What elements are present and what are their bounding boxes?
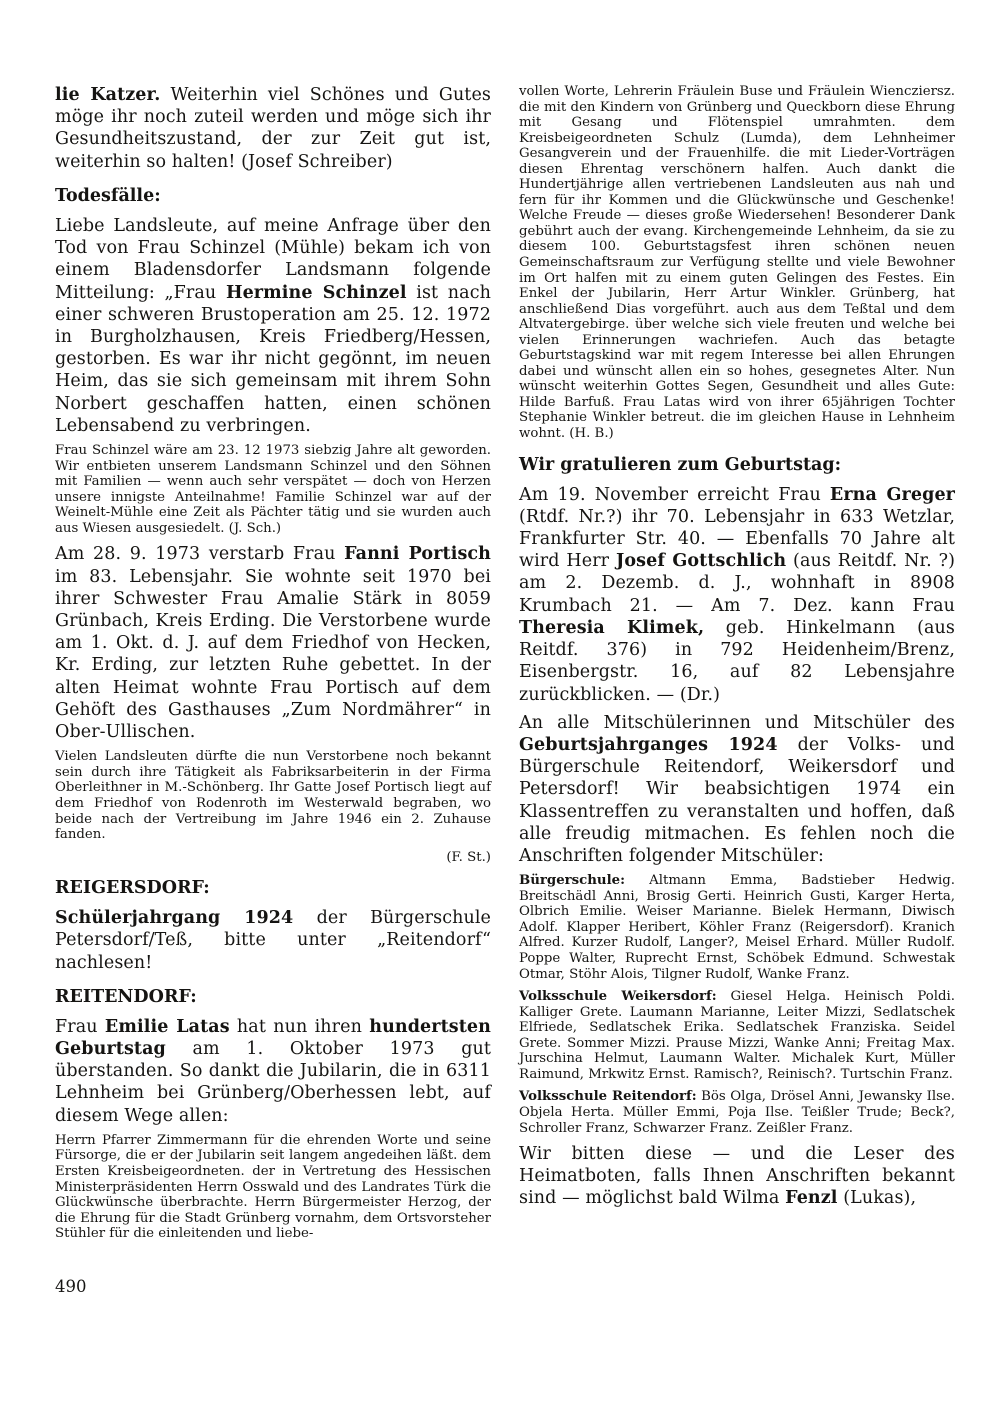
text-segment: im 83. Lebensjahr. Sie wohnte seit 1970 bei ihrer Schwester Frau Amalie Stärk in 8059 Grünbach, Kreis Erding. Die Verstorbene wurde am 1. Okt. d. J. auf dem Friedhof von Hecken, Kr. Erding, zur letzten Ruhe gebettet. In der alten Heimat wohnte Frau Portisch auf dem Gehöft des Gasthauses „Zum Nordmährer“ in Ober-Ullischen. bbox=[55, 566, 491, 743]
text-segment: der Volks- und Bürgerschule Reitendorf, Weikersdorf und Petersdorf! Wir beabsichtigen 1974 ein Klassentreffen zu veranstalten und hoffen, daß alle freudig mitmachen. Es fehlen noch die Anschriften folgender Mitschüler: bbox=[519, 734, 955, 867]
page-number: 490 bbox=[55, 1276, 87, 1296]
latas-thanks-list bbox=[55, 1133, 491, 1242]
bold-text-segment: Todesfälle: bbox=[55, 185, 161, 206]
birthday-greetings bbox=[519, 484, 955, 706]
missing-buergerschule bbox=[519, 873, 955, 982]
signature-f-st bbox=[55, 850, 491, 866]
bold-text-segment: Volksschule Weikersdorf: bbox=[519, 989, 717, 1005]
bold-text-segment: hundertsten Geburtstag bbox=[55, 1016, 491, 1060]
latas-birthday bbox=[55, 1016, 491, 1127]
text-segment: Altmann Emma, Badstieber Hedwig. Breitschädl Anni, Brosig Gerti. Heinrich Gusti, Karger Herta, Olbrich Emilie. Weiser Marianne. Bielek Hermann, Diwisch Adolf. Klapper Heribert, Köhler Franz (Reigersdorf). Kranich Alfred. Kurzer Rudolf, Langer?, Meisel Erhard. Müller Rudolf. Poppe Walter, Ruprecht Ernst, Schöbek Edmund. Schwestak Otmar, Stöhr Alois, Tilgner Rudolf, Wanke Franz. bbox=[519, 873, 955, 982]
obituary-portisch bbox=[55, 543, 491, 743]
text-segment: (aus Reitdf. Nr. ?) am 2. Dezemb. d. J., wohnhaft in 8908 Krumbach 21. — Am 7. Dez. kann Frau bbox=[519, 551, 956, 616]
text-segment: Am 19. November erreicht Frau bbox=[519, 484, 830, 505]
text-segment: An alle Mitschülerinnen und Mitschüler des bbox=[519, 712, 955, 733]
text-segment: Giesel Helga. Heinisch Poldi. Kalliger Grete. Laumann Marianne, Leiter Mizzi, Sedlatschek Elfriede, Sedlatschek Erika. Sedlatschek Franziska. Seidel Grete. Sommer Mizzi. Prause Mizzi, Wanke Anni; Freitag Max. Jurschina Helmut, Laumann Walter. Michalek Kurt, Müller Raimund, Mrkwitz Ernst. Ramisch?, Reinisch?. Turtschin Franz. bbox=[519, 989, 955, 1082]
text-columns bbox=[55, 84, 956, 1249]
obituary-schinzel-note bbox=[55, 443, 491, 536]
bold-text-segment: Josef Gottschlich bbox=[616, 551, 787, 572]
bold-text-segment: Schülerjahrgang 1924 bbox=[55, 908, 294, 929]
heading-geburtstag bbox=[519, 455, 955, 475]
intro-continuation bbox=[55, 84, 491, 173]
text-segment: der Bürgerschule Petersdorf/Teß, bitte unter „Reitendorf“ nachlesen! bbox=[55, 908, 491, 973]
text-segment: hat nun ihren bbox=[229, 1016, 370, 1037]
reigersdorf-notice bbox=[55, 907, 491, 974]
obituary-schinzel bbox=[55, 215, 491, 437]
text-segment: Vielen Landsleuten dürfte die nun Verstorbene noch bekannt sein durch ihre Tätigkeit als Fabriksarbeiterin in der Firma Oberleithner in M.-Schönberg. Ihr Gatte Josef Portisch liegt auf dem Friedhof von Rodenroth im Westerwald begraben, wo beide nach der Vertreibung im Jahre 1946 ein 2. Zuhause fanden. bbox=[55, 749, 491, 843]
missing-volksschule-reitendorf bbox=[519, 1089, 955, 1136]
text-segment: Am 28. 9. 1973 verstarb Frau bbox=[55, 544, 345, 565]
bold-text-segment: Bürgerschule: bbox=[519, 873, 626, 889]
text-segment: Weiterhin viel Schönes und Gutes möge ihr noch zuteil werden und möge sich ihr Gesundheitszustand, der zur Zeit gut ist, weiterhin so halten! (Josef Schreiber) bbox=[55, 85, 491, 172]
text-segment: geb. Hinkelmann (aus Reitdf. 376) in 792 Heidenheim/Brenz, Eisenbergstr. 16, auf 82 Lebensjahre zurückblicken. — (Dr.) bbox=[519, 617, 955, 705]
text-segment: Liebe Landsleute, auf meine Anfrage über den Tod von Frau Schinzel (Mühle) bekam ich von einem Bladensdorfer Landsmann folgende Mitteilung: „Frau bbox=[55, 215, 491, 303]
bold-text-segment: lie Katzer. bbox=[55, 85, 161, 105]
right-column bbox=[519, 84, 955, 1249]
closing-request bbox=[519, 1143, 955, 1210]
left-column bbox=[55, 84, 491, 1249]
bold-text-segment: Hermine Schinzel bbox=[225, 282, 407, 303]
bold-text-segment: Volksschule Reitendorf: bbox=[519, 1089, 697, 1105]
class-reunion-1924 bbox=[519, 712, 955, 868]
bold-text-segment: Erna Greger bbox=[829, 484, 956, 505]
text-segment: (F. St.) bbox=[446, 849, 491, 865]
text-segment: am 1. Oktober 1973 gut überstanden. So dankt die Jubilarin, die in 6311 Lehnheim bei Grünberg/Oberhessen lebt, auf diesem Wege allen: bbox=[55, 1039, 491, 1126]
text-segment: ist nach einer schweren Brustoperation am 25. 12. 1972 in Burgholzhausen, Kreis Friedberg/Hessen, gestorben. Es war ihr nicht gegönnt, im neuen Heim, das sie sich gemeinsam mit ihrem Sohn Norbert geschaffen hatten, einen schönen Lebensabend zu verbringen. bbox=[55, 282, 491, 436]
bold-text-segment: REITENDORF: bbox=[55, 986, 197, 1007]
text-segment: (Lukas), bbox=[837, 1188, 917, 1209]
text-segment: Herrn Pfarrer Zimmermann für die ehrenden Worte und seine Fürsorge, die er der Jubilarin seit langem angedeihen läßt. dem Ersten Kreisbeigeordneten. der in Vertretung des Hessischen Ministerpräsidenten Herrn Osswald und des Landrates Türk die Glückwünsche überbrachte. Herrn Bürgermeister Herzog, der die Ehrung für die Stadt Grünberg vornahm, dem Ortsvorsteher Stühler für die einleitenden und liebe- bbox=[55, 1132, 491, 1242]
text-segment: Frau Schinzel wäre am 23. 12 1973 siebzig Jahre alt geworden. Wir entbieten unserem Landsmann Schinzel und den Söhnen mit Familien — wenn auch sehr verspätet — doch von Herzen unsere innigste Anteilnahme! Familie Schinzel war auf der Weinelt-Mühle eine Zeit als Pächter tätig und sie wurden auch aus Wiesen ausgesiedelt. (J. Sch.) bbox=[55, 443, 491, 536]
text-segment: Frau bbox=[55, 1016, 105, 1037]
heading-reitendorf bbox=[55, 987, 491, 1007]
bold-text-segment: Wir gratulieren zum Geburtstag: bbox=[519, 454, 842, 475]
bold-text-segment: REIGERSDORF: bbox=[55, 878, 210, 899]
bold-text-segment: Theresia Klimek, bbox=[519, 617, 705, 638]
bold-text-segment: Fenzl bbox=[785, 1188, 838, 1209]
latas-thanks-continued bbox=[519, 84, 955, 442]
text-segment: (Rtdf. Nr.?) ihr 70. Lebensjahr in 633 Wetzlar, Frankfurter Str. 40. — Ebenfalls 70 Jahre alt wird Herr bbox=[519, 506, 955, 572]
missing-volksschule-weikersdorf bbox=[519, 989, 955, 1082]
text-segment: vollen Worte, Lehrerin Fräulein Buse und Fräulein Wiencziersz. die mit den Kindern von Grünberg und Queckborn diese Ehrung mit Gesang und Flötenspiel umrahmten. dem Kreisbeigeordneten Schulz (Lumda), dem Lehnheimer Gesangverein und der Frauenhilfe. die mit Lieder-Vorträgen diesen Ehrentag verschönern halfen. Auch dankt die Hundertjährige allen vertriebenen Landsleuten aus nah und fern für ihr Kommen und die Glückwünsche und Geschenke! Welche Freude — dieses große Wiedersehen! Besonderer Dank gebührt auch der evang. Kirchengemeinde Lehnheim, da sie zu diesem 100. Geburtstagsfest ihren schönen neuen Gemeinschaftsraum zur Verfügung stellte und viele Bewohner im Ort halfen mit zu einem guten Gelingen des Festes. Ein Enkel der Jubilarin, Herr Artur Winkler. Grünberg, hat anschließend Dias vorgeführt. auch aus dem Teßtal und dem Altvatergebirge. über welche sich viele freuten und welche bei vielen Erinnerungen wachriefen. Auch das betagte Geburtstagskind war mit regem Interesse bei allen Ehrungen dabei und wünscht allen ein so hohes, gesegnetes Alter. Nun wünscht weiterhin Gottes Segen, Gesundheit und alles Gute: Hilde Barfuß. Frau Latas wird von ihrer 65jährigen Tochter Stephanie Winkler betreut. die im gleichen Hause in Lehnheim wohnt. (H. B.) bbox=[519, 84, 955, 442]
heading-reigersdorf bbox=[55, 878, 491, 898]
obituary-portisch-note bbox=[55, 749, 491, 842]
bold-text-segment: Geburtsjahrganges 1924 bbox=[519, 734, 778, 755]
bold-text-segment: Emilie Latas bbox=[104, 1016, 230, 1037]
text-segment: Wir bitten diese — und die Leser des Heimatboten, falls Ihnen Anschriften bekannt sind — möglichst bald Wilma bbox=[519, 1144, 955, 1209]
text-segment: Bös Olga, Drösel Anni, Jewansky Ilse. Objela Herta. Müller Emmi, Poja Ilse. Teißler Trude; Beck?, Schroller Franz, Schwarzer Franz. Zeißler Franz. bbox=[519, 1089, 955, 1136]
bold-text-segment: Fanni Portisch bbox=[344, 544, 491, 565]
heading-todesfaelle bbox=[55, 186, 491, 206]
